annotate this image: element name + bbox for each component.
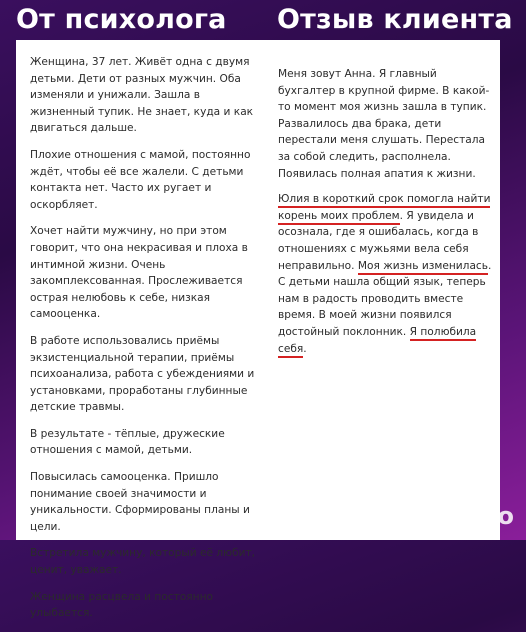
psychologist-notes [30, 54, 262, 632]
header-title-client-review: Отзыв клиента [277, 4, 513, 35]
left-paragraph: Женщина расцвела и постоянно улыбается. [30, 590, 213, 620]
content-panel [16, 40, 500, 620]
underlined-phrase: Моя жизнь изменилась [358, 260, 488, 275]
left-paragraph: Повысилась самооценка. Пришло понимание своей значимости и уникальности. Сформированы планы и цели. [30, 471, 250, 533]
review-paragraph-intro: Меня зовут Анна. Я главный бухгалтер в крупной фирме. В какой-то момент моя жизнь зашла в тупик. Развалилось два брака, дети перестали меня слушать. Перестала за собой следить, располнела. Появилась полная апатия к жизни. [278, 68, 490, 180]
review-text: . [303, 342, 307, 355]
review-text: . Я увидела и осознала, где я ошибалась, когда в отношениях с мужьями вела себя неправильно. [278, 209, 479, 272]
left-paragraph: Плохие отношения с мамой, постоянно ждёт, чтобы её все жалели. С детьми контакта нет. Часто их ругает и оскорбляет. [30, 148, 251, 211]
avito-watermark [410, 502, 514, 530]
header-title-psychologist: От психолога [16, 4, 227, 35]
left-paragraph: Женщина, 37 лет. Живёт одна с двумя детьми. Дети от разных мужчин. Оба изменяли и унижали. Зашла в жизненный тупик. Не знает, куда и как двигаться дальше. [30, 56, 254, 135]
avito-logo-icon [410, 503, 440, 529]
left-paragraph: В работе использовались приёмы экзистенциальной терапии, приёмы психоанализа, работа с убеждениями и установками, проработаны глубинные детские травмы. [30, 334, 255, 414]
left-paragraph: Встретила мужчину, который её любит, ценит, уважает. [30, 547, 255, 577]
review-paragraph-result [278, 191, 494, 357]
review-text: . С детьми нашла общий язык, теперь нам в радость проводить вместе время. В моей жизни появился достойный поклонник. [278, 259, 492, 338]
underlined-phrase: Юлия в короткий срок помогла найти корень моих проблем [278, 193, 490, 225]
client-review [278, 66, 494, 366]
left-paragraph: Хочет найти мужчину, но при этом говорит, что она некрасивая и плоха в интимной жизни. Очень закомплексованная. Прослеживается острая нелюбовь к себе, низкая самооценка. [30, 225, 248, 321]
left-paragraph: В результате - тёплые, дружеские отношения с мамой, детьми. [30, 427, 225, 457]
underlined-phrase: Я полюбила себя [278, 326, 476, 358]
avito-watermark-text: Avito [444, 502, 514, 530]
